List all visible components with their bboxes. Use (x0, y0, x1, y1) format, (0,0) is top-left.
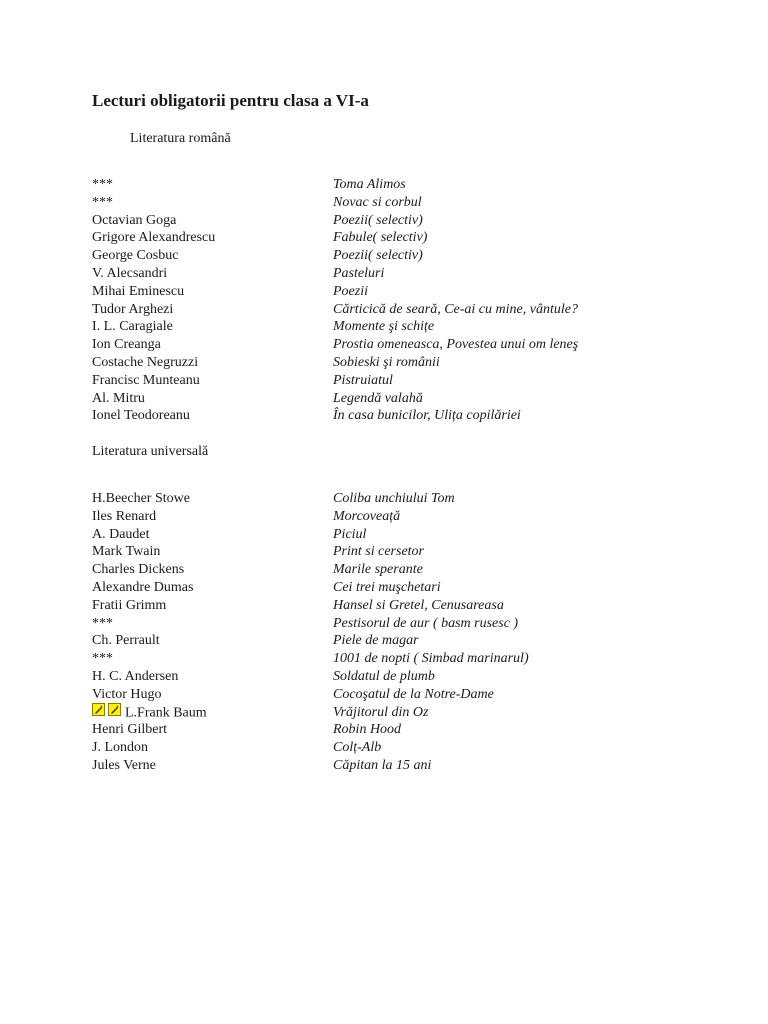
work-title: Pasteluri (333, 265, 385, 281)
list-row (92, 354, 692, 372)
author-label: *** (92, 615, 113, 631)
work-title: Novac si corbul (333, 194, 422, 210)
list-row (92, 490, 692, 508)
list-row (92, 390, 692, 408)
work-title: Print si cersetor (333, 544, 424, 560)
author-name (92, 354, 198, 372)
list-row (92, 579, 692, 597)
author-name (92, 247, 178, 265)
author-label: Ch. Perrault (92, 633, 160, 649)
author-label: Iles Renard (92, 508, 157, 524)
author-label: Charles Dickens (92, 562, 185, 578)
author-label: *** (92, 651, 113, 667)
list-row (92, 176, 692, 194)
author-label: Henri Gilbert (92, 722, 168, 738)
list-row (92, 615, 692, 633)
work-title: Vrăjitorul din Oz (333, 704, 429, 720)
author-label: H. C. Andersen (92, 668, 179, 684)
author-label: Alexandre Dumas (92, 579, 194, 595)
author-name (92, 686, 162, 704)
author-name (92, 721, 167, 739)
author-name (92, 757, 156, 775)
author-name (92, 615, 113, 633)
list-row (92, 336, 692, 354)
work-title: Piele de magar (333, 633, 419, 649)
list-row (92, 407, 692, 425)
author-name (92, 739, 148, 757)
work-title: Toma Alimos (333, 177, 406, 192)
author-name (92, 336, 161, 354)
section-heading-universal: Literatura universală (92, 444, 209, 459)
author-label: Victor Hugo (92, 686, 162, 702)
author-name (92, 632, 160, 650)
list-row (92, 265, 692, 283)
work-title: Morcoveață (333, 508, 401, 524)
author-label: Mark Twain (92, 544, 161, 560)
edit-marker-icon (92, 703, 105, 716)
author-name (92, 407, 190, 425)
author-name (92, 526, 150, 544)
work-title: Cocoşatul de la Notre-Dame (333, 686, 494, 702)
work-title: Pestisorul de aur ( basm rusesc ) (333, 615, 519, 631)
author-name (92, 668, 178, 686)
work-title: Cei trei muşchetari (333, 579, 441, 595)
author-label: Fratii Grimm (92, 597, 167, 613)
list-row (92, 597, 692, 615)
work-title: Poezii (333, 283, 368, 299)
list-row (92, 194, 692, 212)
author-label: Jules Verne (92, 757, 156, 773)
list-row (92, 668, 692, 686)
author-label: I. L. Caragiale (92, 319, 173, 335)
author-label: J. London (92, 740, 148, 756)
work-title: Poezii( selectiv) (333, 248, 423, 264)
list-row (92, 372, 692, 390)
list-row (92, 650, 692, 668)
author-label: Octavian Goga (92, 212, 177, 228)
work-title: Soldatul de plumb (333, 668, 435, 684)
list-row (92, 721, 692, 739)
author-name (92, 561, 184, 579)
list-row (92, 739, 692, 757)
list-row (92, 526, 692, 544)
work-title: Prostia omeneasca, Povestea unui om leneş (333, 337, 579, 353)
list-row (92, 229, 692, 247)
author-name (92, 229, 215, 247)
list-row (92, 543, 692, 561)
list-row (92, 686, 692, 704)
author-name (92, 212, 176, 230)
work-title: Momente şi schițe (333, 319, 435, 335)
author-name (92, 194, 113, 212)
list-row (92, 632, 692, 650)
work-title: Pistruiatul (333, 372, 393, 388)
work-title: Sobieski şi românii (333, 354, 440, 370)
author-name (92, 318, 173, 336)
author-label: Ion Creanga (92, 337, 161, 353)
work-title: Hansel si Gretel, Cenusareasa (333, 597, 504, 613)
reading-list-romanian (92, 176, 692, 425)
author-label: A. Daudet (92, 526, 150, 542)
author-name (92, 597, 166, 615)
author-name (92, 283, 184, 301)
section-heading-romanian: Literatura română (130, 131, 231, 146)
page-title: Lecturi obligatorii pentru clasa a VI-a (92, 91, 369, 110)
author-label: Mihai Eminescu (92, 283, 185, 299)
author-label: *** (92, 194, 113, 210)
list-row (92, 318, 692, 336)
list-row (92, 561, 692, 579)
author-name (92, 390, 145, 408)
list-row (92, 247, 692, 265)
work-title: Robin Hood (333, 722, 402, 738)
list-row (92, 508, 692, 526)
author-label: Al. Mitru (92, 390, 145, 406)
work-title: În casa bunicilor, Ulița copilăriei (333, 408, 521, 424)
author-name (92, 543, 160, 561)
author-name (92, 508, 156, 526)
work-title: Colț-Alb (333, 740, 382, 756)
author-name (92, 704, 207, 723)
author-label: V. Alecsandri (92, 265, 168, 281)
work-title: Legendă valahă (333, 390, 423, 406)
list-row (92, 757, 692, 775)
author-label: Grigore Alexandrescu (92, 230, 216, 246)
work-title: 1001 de nopti ( Simbad marinarul) (333, 651, 529, 667)
author-name (92, 176, 113, 194)
work-title: Piciul (333, 526, 367, 542)
work-title: Coliba unchiului Tom (333, 491, 455, 506)
author-name (92, 650, 113, 668)
list-row (92, 704, 692, 722)
author-name (92, 265, 167, 283)
work-title: Poezii( selectiv) (333, 212, 423, 228)
author-label: George Cosbuc (92, 248, 179, 264)
author-label: Tudor Arghezi (92, 301, 174, 317)
work-title: Căpitan la 15 ani (333, 757, 432, 773)
work-title: Fabule( selectiv) (333, 230, 428, 246)
reading-list-universal (92, 490, 692, 775)
edit-marker-icon (108, 703, 121, 716)
author-label: Costache Negruzzi (92, 354, 199, 370)
author-label: *** (92, 177, 113, 192)
author-name (92, 372, 200, 390)
list-row (92, 212, 692, 230)
author-label: H.Beecher Stowe (92, 491, 190, 506)
author-label: L.Frank Baum (125, 705, 207, 721)
author-name (92, 301, 173, 319)
author-name (92, 579, 193, 597)
author-label: Ionel Teodoreanu (92, 408, 190, 424)
author-label: Francisc Munteanu (92, 372, 200, 388)
list-row (92, 283, 692, 301)
edit-marker-icons (92, 704, 124, 723)
list-row (92, 301, 692, 319)
work-title: Marile sperante (333, 562, 423, 578)
author-name (92, 490, 190, 508)
work-title: Cărticică de seară, Ce-ai cu mine, vântule? (333, 301, 578, 317)
